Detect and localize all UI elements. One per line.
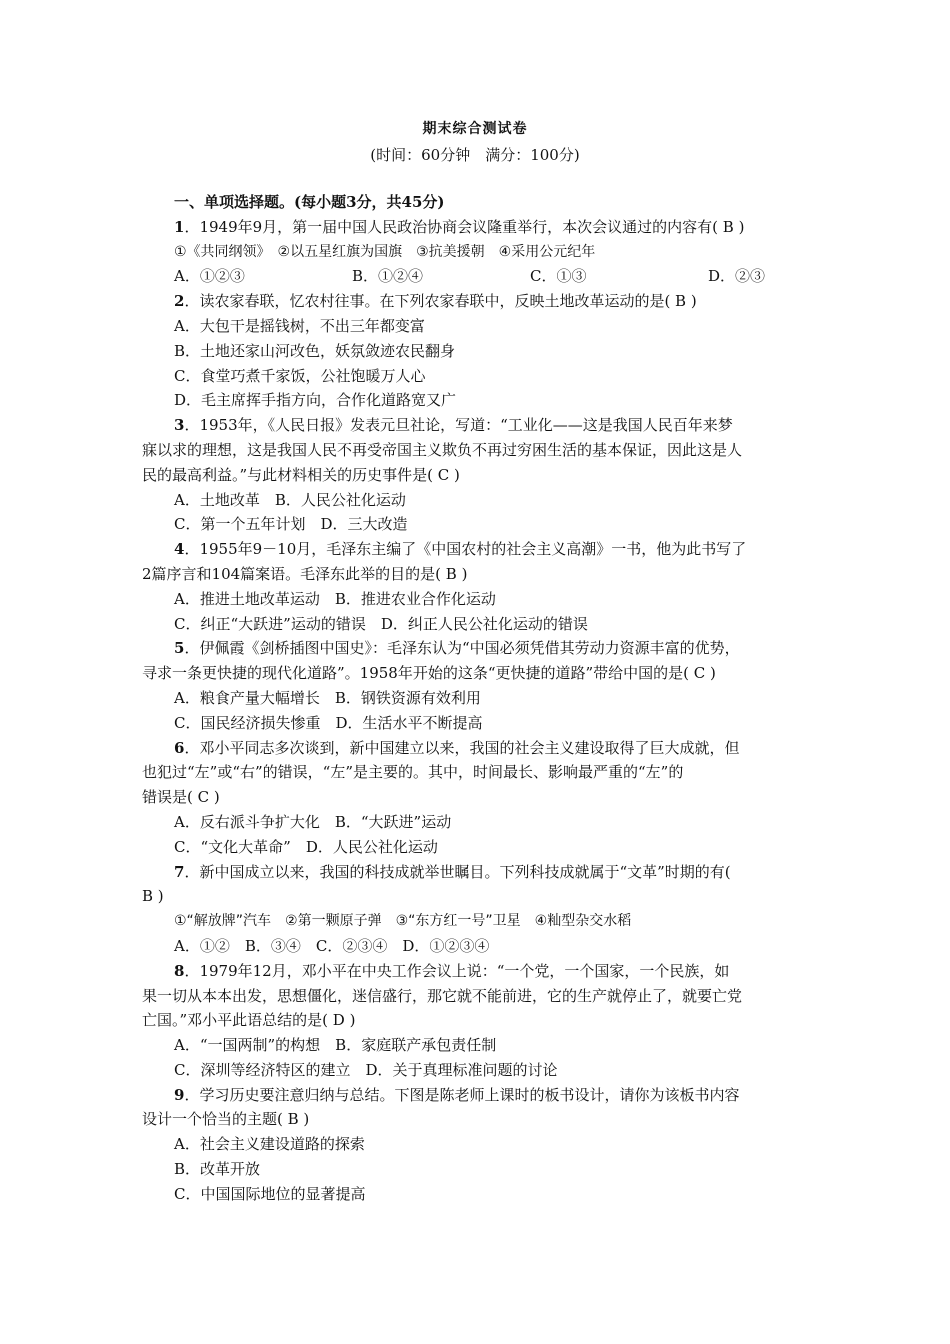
question-4-options-cd: C．纠正“大跃进”运动的错误 D．纠正人民公社化运动的错误 bbox=[174, 614, 588, 633]
page-title: 期末综合测试卷 bbox=[422, 121, 528, 137]
question-8-options-ab: A．“一国两制”的构想 B．家庭联产承包责任制 bbox=[174, 1036, 497, 1055]
question-2-option-b: B．土地还家山河改色，妖氛敛迹农民翻身 bbox=[174, 341, 456, 360]
question-text: ．1949年9月，第一届中国人民政治协商会议隆重举行，本次会议通过的内容有( B ) bbox=[184, 217, 745, 236]
question-9-stem-cont: 设计一个恰当的主题( B ) bbox=[142, 1110, 310, 1129]
question-6-options-ab: A．反右派斗争扩大化 B．“大跃进”运动 bbox=[174, 812, 452, 831]
question-3-stem-end: 民的最高利益。”与此材料相关的历史事件是( C ) bbox=[142, 465, 460, 484]
question-number: 2 bbox=[174, 292, 185, 311]
question-8-stem bbox=[142, 959, 818, 984]
option-d: D．②③ bbox=[708, 267, 766, 286]
question-4-stem bbox=[142, 537, 818, 562]
question-7-stem bbox=[142, 860, 818, 885]
question-8-stem-end: 亡国。”邓小平此语总结的是( D ) bbox=[142, 1011, 356, 1030]
question-3-stem-cont: 寐以求的理想，这是我国人民不再受帝国主义欺负不再过穷困生活的基本保证，因此这是人 bbox=[142, 440, 743, 459]
question-number: 8 bbox=[174, 961, 185, 980]
question-2-option-a: A．大包干是摇钱树，不出三年都变富 bbox=[174, 316, 425, 335]
question-6-stem-cont: 也犯过“左”或“右”的错误，“左”是主要的。其中，时间最长、影响最严重的“左”的 bbox=[142, 763, 684, 782]
exam-time-score: (时间：60分钟 满分：100分) bbox=[370, 146, 580, 164]
question-2-option-c: C．食堂巧煮千家饭，公社饱暖万人心 bbox=[174, 366, 426, 385]
question-number: 3 bbox=[174, 416, 185, 435]
question-9-option-c: C．中国国际地位的显著提高 bbox=[174, 1184, 366, 1203]
question-text: ．1953年，《人民日报》发表元旦社论，写道：“工业化——这是我国人民百年来梦 bbox=[184, 416, 733, 435]
option-b: B．①②④ bbox=[352, 267, 424, 286]
question-5-options-ab: A．粮食产量大幅增长 B．钢铁资源有效利用 bbox=[174, 688, 481, 707]
question-9-stem bbox=[142, 1083, 818, 1108]
question-number: 6 bbox=[174, 738, 185, 757]
question-1-stem bbox=[142, 215, 818, 240]
question-text: ．读农家春联，忆农村往事。在下列农家春联中，反映土地改革运动的是( B ) bbox=[184, 292, 697, 311]
question-9-option-b: B．改革开放 bbox=[174, 1160, 261, 1179]
question-3-options-ab: A．土地改革 B．人民公社化运动 bbox=[174, 490, 406, 509]
question-4-stem-cont: 2篇序言和104篇案语。毛泽东此举的目的是( B ) bbox=[142, 564, 468, 583]
question-text: ．伊佩霞《剑桥插图中国史》：毛泽东认为“中国必须凭借其劳动力资源丰富的优势， bbox=[184, 639, 740, 658]
question-5-stem bbox=[142, 636, 818, 661]
question-7-answer: B ) bbox=[142, 887, 164, 906]
question-1-options bbox=[142, 264, 818, 289]
question-1-items: ①《共同纲领》 ②以五星红旗为国旗 ③抗美援朝 ④采用公元纪年 bbox=[174, 243, 596, 260]
question-text: ．邓小平同志多次谈到，新中国建立以来，我国的社会主义建设取得了巨大成就，但 bbox=[184, 738, 740, 757]
question-2-option-d: D．毛主席挥手指方向，合作化道路宽又广 bbox=[174, 391, 457, 410]
question-6-stem-end: 错误是( C ) bbox=[142, 788, 220, 807]
question-3-stem bbox=[142, 413, 818, 438]
question-number: 7 bbox=[174, 862, 185, 881]
question-8-options-cd: C．深圳等经济特区的建立 D．关于真理标准问题的讨论 bbox=[174, 1060, 558, 1079]
question-6-options-cd: C．“文化大革命” D．人民公社化运动 bbox=[174, 837, 438, 856]
question-number: 5 bbox=[174, 639, 185, 658]
question-text: ．1955年9－10月，毛泽东主编了《中国农村的社会主义高潮》一书，他为此书写了 bbox=[184, 540, 747, 559]
question-8-stem-cont: 果一切从本本出发，思想僵化，迷信盛行，那它就不能前进，它的生产就停止了，就要亡党 bbox=[142, 986, 743, 1005]
question-number: 9 bbox=[174, 1085, 185, 1104]
question-number: 4 bbox=[174, 540, 185, 559]
question-text: ．学习历史要注意归纳与总结。下图是陈老师上课时的板书设计，请你为该板书内容 bbox=[184, 1085, 740, 1104]
question-3-options-cd: C．第一个五年计划 D．三大改造 bbox=[174, 515, 408, 534]
option-a: A．①②③ bbox=[174, 267, 245, 286]
question-4-options-ab: A．推进土地改革运动 B．推进农业合作化运动 bbox=[174, 589, 496, 608]
question-6-stem bbox=[142, 736, 818, 761]
question-text: ．1979年12月，邓小平在中央工作会议上说：“一个党，一个国家，一个民族，如 bbox=[184, 961, 730, 980]
question-text: ．新中国成立以来，我国的科技成就举世瞩目。下列科技成就属于“文革”时期的有( bbox=[184, 862, 731, 881]
question-number: 1 bbox=[174, 217, 185, 236]
question-9-option-a: A．社会主义建设道路的探索 bbox=[174, 1135, 365, 1154]
question-2-stem bbox=[142, 289, 818, 314]
option-c: C．①③ bbox=[530, 267, 587, 286]
question-7-options: A．①② B．③④ C．②③④ D．①②③④ bbox=[174, 936, 490, 955]
question-7-items: ①“解放牌”汽车 ②第一颗原子弹 ③“东方红一号”卫星 ④籼型杂交水稻 bbox=[174, 913, 632, 930]
question-5-options-cd: C．国民经济损失惨重 D．生活水平不断提高 bbox=[174, 713, 483, 732]
section-heading: 一、单项选择题。(每小题3分，共45分) bbox=[174, 193, 445, 211]
question-5-stem-cont: 寻求一条更快捷的现代化道路”。1958年开始的这条“更快捷的道路”带给中国的是( C ) bbox=[142, 664, 716, 683]
exam-body bbox=[142, 190, 818, 1207]
